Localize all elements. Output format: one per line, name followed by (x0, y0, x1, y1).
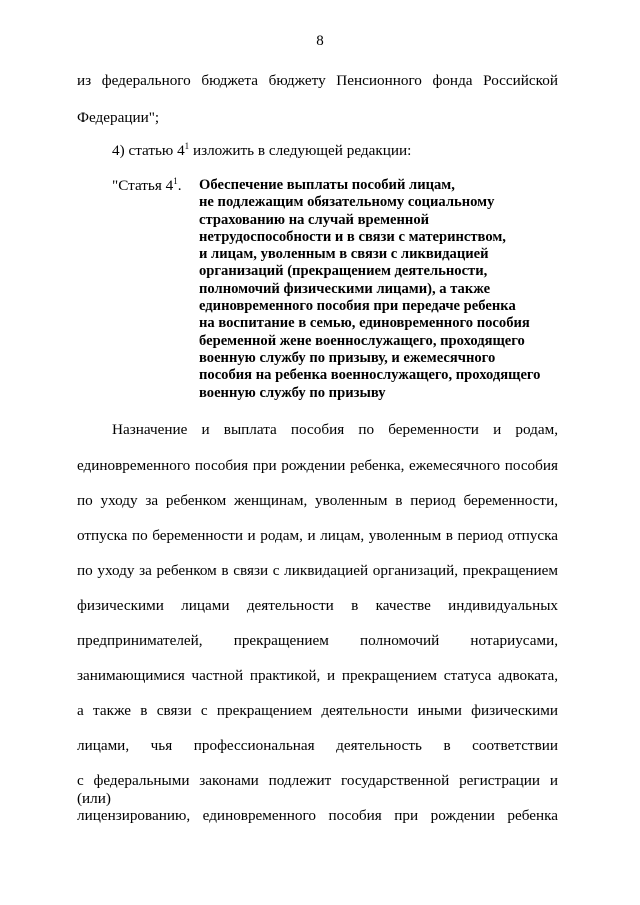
page-number: 8 (316, 33, 324, 49)
article-title (199, 177, 569, 402)
body-line-5: по уходу за ребенком в связи с ликвидацией организаций, прекращением (77, 562, 558, 579)
article-label-prefix: "Статья 4 (112, 177, 174, 194)
item-4-superscript: 1 (184, 141, 190, 151)
body-line-6: физическими лицами деятельности в качестве индивидуальных (77, 597, 558, 614)
body-line-3: по уходу за ребенком женщинам, уволенным в период беременности, (77, 492, 558, 509)
article-title-line: единовременного пособия при передаче ребенка (199, 298, 516, 315)
article-title-line: страхованию на случай временной (199, 211, 430, 228)
body-line-9: а также в связи с прекращением деятельности иными физическими (77, 702, 558, 719)
article-title-line: на воспитание в семью, единовременного пособия (199, 315, 530, 332)
item-4-prefix: 4) статью 4 (112, 142, 185, 159)
article-title-line: Обеспечение выплаты пособий лицам, (199, 177, 455, 193)
article-label-suffix: . (177, 177, 182, 194)
article-title-line: организаций (прекращением деятельности, (199, 263, 488, 280)
article-label (112, 177, 182, 195)
article-title-line: военную службу по призыву, и ежемесячного (199, 349, 496, 366)
article-title-line: военную службу по призыву (199, 384, 386, 401)
body-line-10: лицами, чья профессиональная деятельность в соответствии (77, 737, 558, 754)
article-title-line: полномочий физическими лицами), а также (199, 280, 491, 297)
body-line-4: отпуска по беременности и родам, и лицам, уволенным в период отпуска (77, 527, 558, 544)
article-title-line: нетрудоспособности и в связи с материнством, (199, 228, 506, 245)
article-label-superscript: 1 (173, 176, 178, 186)
article-title-line: пособия на ребенка военнослужащего, проходящего (199, 367, 541, 384)
body-line-1: Назначение и выплата пособия по беременности и родам, (112, 421, 558, 438)
body-line-12: лицензированию, единовременного пособия при рождении ребенка (77, 807, 558, 824)
item-4-line (112, 142, 411, 160)
intro-line-2: Федерации"; (77, 109, 160, 126)
intro-line-1: из федерального бюджета бюджету Пенсионного фонда Российской (77, 72, 558, 89)
body-line-11: с федеральными законами подлежит государственной регистрации и (или) (77, 772, 558, 807)
body-line-8: занимающимися частной практикой, и прекращением статуса адвоката, (77, 667, 558, 684)
article-title-line: не подлежащим обязательному социальному (199, 194, 495, 211)
item-4-suffix: изложить в следующей редакции: (189, 142, 412, 159)
article-title-line: беременной жене военнослужащего, проходящего (199, 332, 525, 349)
body-line-7: предпринимателей, прекращением полномочий нотариусами, (77, 632, 558, 649)
body-line-2: единовременного пособия при рождении ребенка, ежемесячного пособия (77, 457, 558, 474)
article-title-line: и лицам, уволенным в связи с ликвидацией (199, 246, 489, 263)
